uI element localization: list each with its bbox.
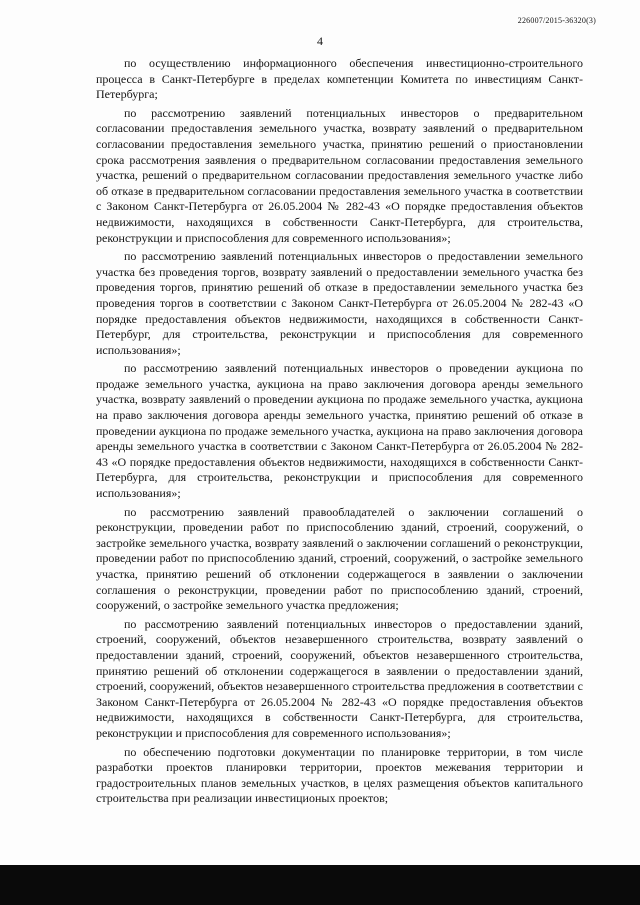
document-body <box>96 56 583 810</box>
page-number: 4 <box>317 34 323 48</box>
paragraph: по обеспечению подготовки документации по планировке территории, в том числе разработки проектов планировки территории, проектов межевания территории и градостроительных планов земельных участков, в целях размещения объектов капитального строительства при реализации инвестиционых проектов; <box>96 744 583 806</box>
paragraph: по рассмотрению заявлений правообладателей о заключении соглашений о реконструкции, проведении работ по приспособлению зданий, строений, сооружений, о застройке земельного участка, возврату заявлений о заключении соглашений о реконструкции, проведении работ по приспособлению зданий, строений, сооружений, о застройке земельного участка, принятию решений об отклонении содержащегося в заявлении о заключении соглашения о реконструкции, проведении работ по приспособлению зданий, строений, сооружений, о застройке земельного участка предложения; <box>96 504 583 613</box>
document-id: 226007/2015-36320(3) <box>517 16 596 25</box>
paragraph: по рассмотрению заявлений потенциальных инвесторов о предоставлении земельного участка без проведения торгов, возврату заявлений о предоставлении земельного участка без проведения торгов, принятию решений об отказе в предоставлении земельного участка без проведения торгов в соответствии с Законом Санкт-Петербурга от 26.05.2004 № 282-43 «О порядке предоставления объектов недвижимости, находящихся в собственности Санкт-Петербург, для строительства, реконструкции и приспособления для современного использования»; <box>96 249 583 357</box>
scan-edge-bar <box>0 865 640 905</box>
paragraph: по рассмотрению заявлений потенциальных инвесторов о предоставлении зданий, строений, сооружений, объектов незавершенного строительства, возврату заявлений о предоставлении зданий, строений, сооружений, объектов незавершенного строительства, принятию решений об отклонении содержащегося в заявлении о предоставлении зданий, строений, сооружений, объектов незавершенного строительства предложения в соответствии с Законом Санкт-Петербурга от 26.05.2004 № 282-43 «О порядке предоставления объектов недвижимости, находящихся в собственности Санкт-Петербурга, для строительства, реконструкции и приспособления для современного использования»; <box>96 616 583 740</box>
paragraph: по рассмотрению заявлений потенциальных инвесторов о проведении аукциона по продаже земельного участка, аукциона на право заключения договора аренды земельного участка, возврату заявлений о проведении аукциона по продаже земельного участка, аукциона на право заключения договора аренды земельного участка, принятию решений об отказе в проведении аукциона по продаже земельного участка, аукциона на право заключения договора аренды земельного участка в соответствии с Законом Санкт-Петербурга от 26.05.2004 № 282-43 «О порядке предоставления объектов недвижимости, находящихся в собственности Санкт-Петербурга, для строительства, реконструкции и приспособления для современного использования»; <box>96 361 583 501</box>
paragraph: по осуществлению информационного обеспечения инвестиционно-строительного процесса в Санкт-Петербурге в пределах компетенции Комитета по инвестициям Санкт-Петербурга; <box>96 56 583 102</box>
paragraph: по рассмотрению заявлений потенциальных инвесторов о предварительном согласовании предоставления земельного участка, возврату заявлений о предварительном согласовании предоставления земельного участка, принятию решений о приостановлении срока рассмотрения заявления о предварительном согласовании предоставления земельного участка, решений о предварительном согласовании предоставления земельного участке либо об отказе в предварительном согласовании предоставления земельного участка в соответствии с Законом Санкт-Петербурга от 26.05.2004 № 282-43 «О порядке предоставления объектов недвижимости, находящихся в собственности Санкт-Петербурга, для строительства, реконструкции и приспособления для современного использования»; <box>96 105 583 245</box>
